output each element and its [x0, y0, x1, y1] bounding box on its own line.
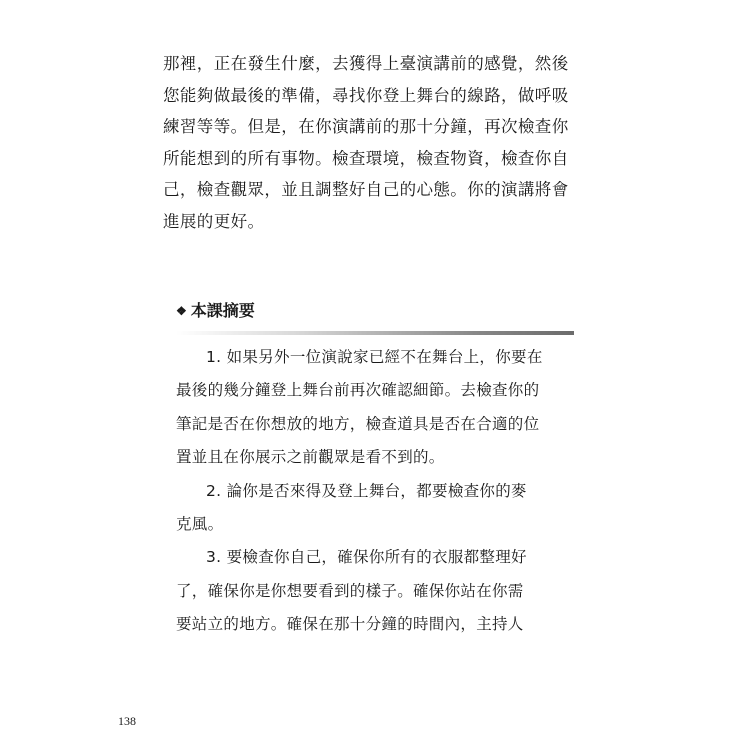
summary-line: 2. 論你是否來得及登上舞台，都要檢查你的麥: [206, 481, 527, 500]
intro-line: 己，檢查觀眾，並且調整好自己的心態。你的演講將會: [163, 180, 569, 199]
summary-line: 1. 如果另外一位演說家已經不在舞台上，你要在: [206, 348, 543, 366]
summary-line: 要站立的地方。確保在那十分鐘的時間內，主持人: [176, 615, 524, 634]
diamond-bullet-icon: ❖: [176, 304, 187, 318]
intro-paragraph: [163, 48, 583, 237]
summary-line: 置並且在你展示之前觀眾是看不到的。: [176, 448, 445, 467]
intro-line: 那裡，正在發生什麼，去獲得上臺演講前的感覺，然後: [163, 54, 569, 73]
section-divider: [176, 331, 574, 335]
section-heading: [176, 298, 255, 321]
page-number: 138: [118, 714, 136, 728]
intro-line: 練習等等。但是，在你演講前的那十分鐘，再次檢查你: [163, 117, 569, 136]
summary-line: 最後的幾分鐘登上舞台前再次確認細節。去檢查你的: [176, 381, 540, 400]
intro-line: 進展的更好。: [163, 211, 265, 231]
summary-list: [176, 341, 576, 642]
summary-line: 克風。: [176, 514, 224, 533]
summary-line: 筆記是否在你想放的地方，檢查道具是否在合適的位: [176, 414, 540, 433]
section-title: 本課摘要: [190, 301, 255, 320]
intro-line: 所能想到的所有事物。檢查環境，檢查物資，檢查你自: [163, 148, 569, 168]
summary-line: 了，確保你是你想要看到的樣子。確保你站在你需: [176, 581, 524, 600]
intro-line: 您能夠做最後的準備，尋找你登上舞台的線路，做呼吸: [163, 85, 569, 105]
summary-line: 3. 要檢查你自己，確保你所有的衣服都整理好: [206, 548, 527, 567]
